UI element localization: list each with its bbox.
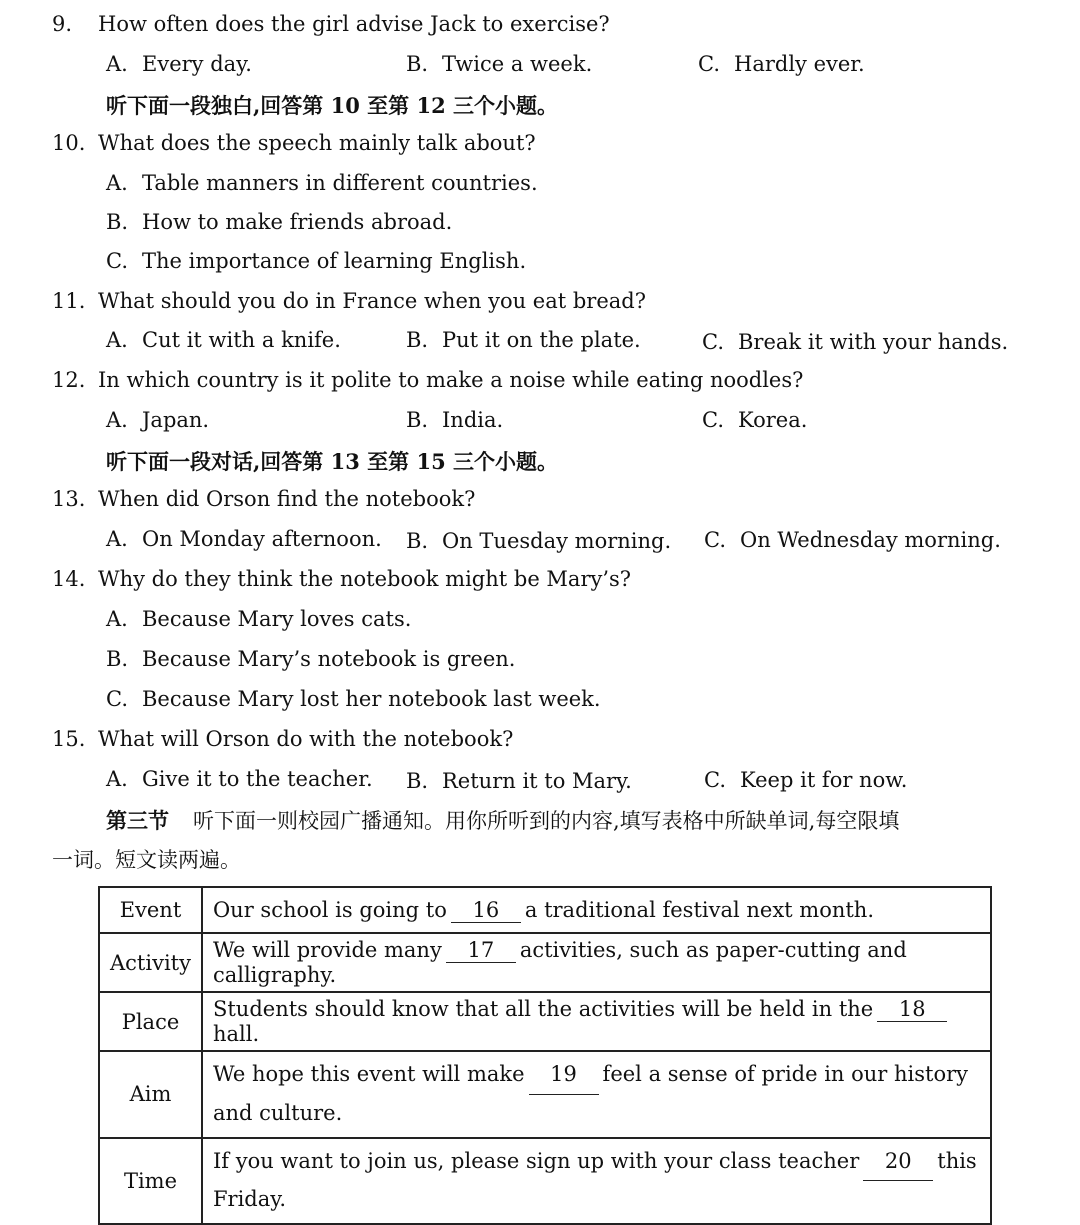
question-12: 12. In which country is it polite to make a noise while eating noodles? (52, 368, 804, 392)
answer-blank: 19 (529, 1056, 599, 1095)
option-c: C. Because Mary lost her notebook last week. (106, 687, 601, 711)
option-b: B. On Tuesday morning. (406, 529, 672, 553)
row-content: Our school is going to 16 a traditional festival next month. (202, 887, 991, 933)
answer-blank: 20 (863, 1143, 933, 1182)
question-14: 14. Why do they think the notebook might be Mary’s? (52, 567, 632, 591)
option-a: A. Because Mary loves cats. (106, 607, 412, 631)
question-11: 11. What should you do in France when you eat bread? (52, 289, 646, 313)
row-content: We hope this event will make 19 feel a sense of pride in our history and culture. (202, 1051, 991, 1138)
instruction-monologue: 听下面一段独白,回答第 10 至第 12 三个小题。 (106, 93, 559, 118)
option-a: A. Japan. (106, 408, 210, 432)
table-row (99, 933, 991, 992)
answer-blank: 16 (451, 898, 521, 923)
option-b: B. Twice a week. (406, 52, 593, 76)
question-text: How often does the girl advise Jack to exercise? (98, 12, 610, 36)
option-c: C. Korea. (702, 408, 808, 432)
option-a: A. Every day. (106, 52, 252, 76)
option-b: B. Because Mary’s notebook is green. (106, 647, 516, 671)
row-key: Place (99, 992, 202, 1051)
option-c: C. On Wednesday morning. (704, 528, 1001, 552)
option-a: A. Table manners in different countries. (106, 171, 538, 195)
row-content: Students should know that all the activities will be held in the 18hall. (202, 992, 991, 1051)
answer-blank: 17 (446, 938, 516, 963)
option-a: A. Cut it with a knife. (106, 328, 341, 352)
table-row (99, 1051, 991, 1138)
section-3-instruction-cont: 一词。短文读两遍。 (52, 848, 241, 872)
option-c: C. Break it with your hands. (702, 330, 1009, 354)
question-9 (52, 12, 610, 36)
row-key: Time (99, 1138, 202, 1225)
option-c: C. The importance of learning English. (106, 249, 527, 273)
fill-in-table (98, 886, 992, 1225)
question-13: 13. When did Orson find the notebook? (52, 487, 476, 511)
answer-blank: 18 (877, 997, 947, 1022)
option-b: B. How to make friends abroad. (106, 210, 453, 234)
option-a: A. Give it to the teacher. (106, 767, 373, 791)
row-content: We will provide many 17 activities, such as paper-cutting and calligraphy. (202, 933, 991, 992)
option-c: C. Hardly ever. (698, 52, 865, 76)
question-10: 10. What does the speech mainly talk about? (52, 131, 536, 155)
row-key: Aim (99, 1051, 202, 1138)
table-row (99, 887, 991, 933)
question-15: 15. What will Orson do with the notebook? (52, 727, 514, 751)
option-c: C. Keep it for now. (704, 768, 908, 792)
option-b: B. India. (406, 408, 504, 432)
option-b: B. Put it on the plate. (406, 328, 641, 352)
instruction-dialogue: 听下面一段对话,回答第 13 至第 15 三个小题。 (106, 449, 559, 474)
question-number: 9. (52, 12, 73, 36)
table-row (99, 992, 991, 1051)
option-a: A. On Monday afternoon. (106, 527, 382, 551)
row-key: Activity (99, 933, 202, 992)
section-label: 第三节 (106, 808, 169, 833)
table-row (99, 1138, 991, 1225)
option-b: B. Return it to Mary. (406, 769, 632, 793)
row-key: Event (99, 887, 202, 933)
section-3-instruction (106, 805, 899, 835)
section-text: 听下面一则校园广播通知。用你所听到的内容,填写表格中所缺单词,每空限填 (193, 809, 900, 833)
row-content: If you want to join us, please sign up with your class teacher 20 this Friday. (202, 1138, 991, 1225)
